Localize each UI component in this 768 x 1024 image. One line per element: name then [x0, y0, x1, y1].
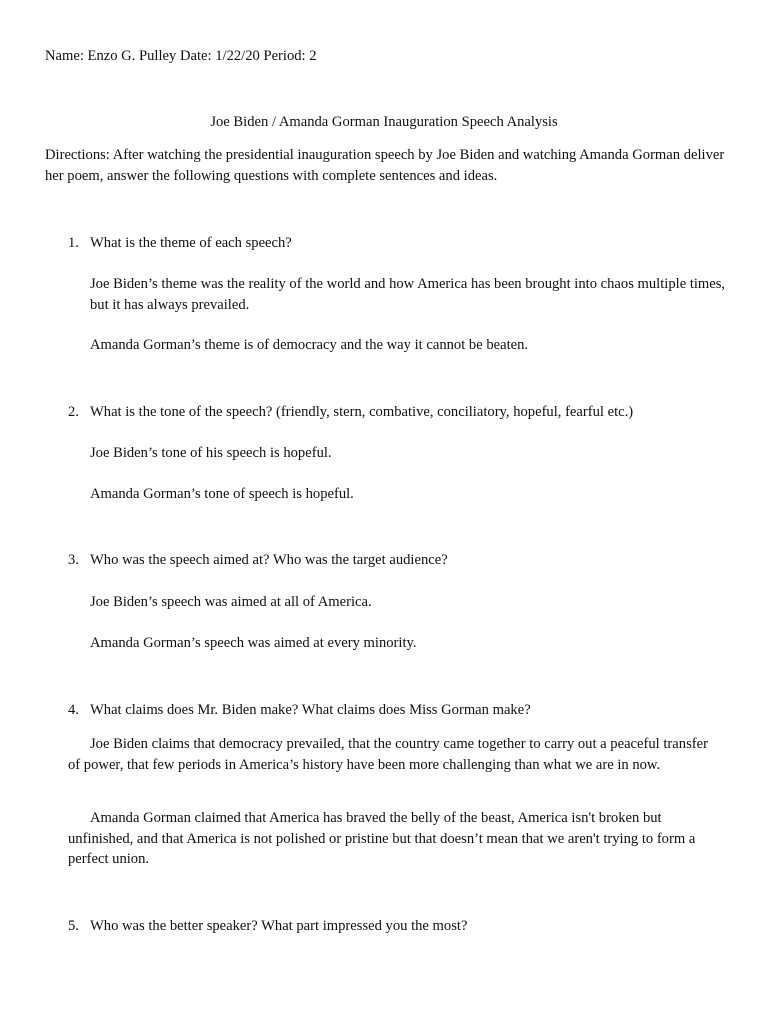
answer-text: Amanda Gorman’s tone of speech is hopeful. [90, 486, 354, 502]
question-number: 2. [68, 404, 79, 420]
question-number: 1. [68, 235, 79, 251]
answer-text: Amanda Gorman claimed that America has braved the belly of the beast, America isn't broken but unfinished, and that America is not polished or pristine but that doesn’t mean that we aren't trying to form a perfect union. [68, 810, 696, 867]
document-title: Joe Biden / Amanda Gorman Inauguration Speech Analysis [210, 114, 558, 130]
question-text: What is the tone of the speech? (friendly, stern, combative, conciliatory, hopeful, fearful etc.) [90, 404, 634, 420]
question-number: 5. [68, 918, 79, 934]
answer-text: Amanda Gorman’s theme is of democracy and the way it cannot be beaten. [90, 337, 529, 353]
answer-text: Joe Biden’s speech was aimed at all of America. [90, 594, 372, 610]
question-number: 3. [68, 552, 79, 568]
answer-text: Joe Biden’s tone of his speech is hopeful. [90, 445, 332, 461]
directions-text: Directions: After watching the presidential inauguration speech by Joe Biden and watching Amanda Gorman deliver her poem, answer the following questions with complete sentences and ideas. [45, 147, 725, 184]
student-info-line: Name: Enzo G. Pulley Date: 1/22/20 Period: 2 [45, 48, 317, 64]
question-text: What claims does Mr. Biden make? What claims does Miss Gorman make? [90, 702, 531, 718]
answer-text: Joe Biden’s theme was the reality of the world and how America has been brought into chaos multiple times, but it has always prevailed. [90, 276, 726, 313]
question-text: What is the theme of each speech? [90, 235, 292, 251]
question-text: Who was the better speaker? What part impressed you the most? [90, 918, 468, 934]
question-number: 4. [68, 702, 79, 718]
question-text: Who was the speech aimed at? Who was the target audience? [90, 552, 448, 568]
answer-text: Amanda Gorman’s speech was aimed at every minority. [90, 635, 417, 651]
answer-text: Joe Biden claims that democracy prevailed, that the country came together to carry out a peaceful transfer of power, that few periods in America’s history have been more challenging than what we are in now. [68, 736, 708, 773]
